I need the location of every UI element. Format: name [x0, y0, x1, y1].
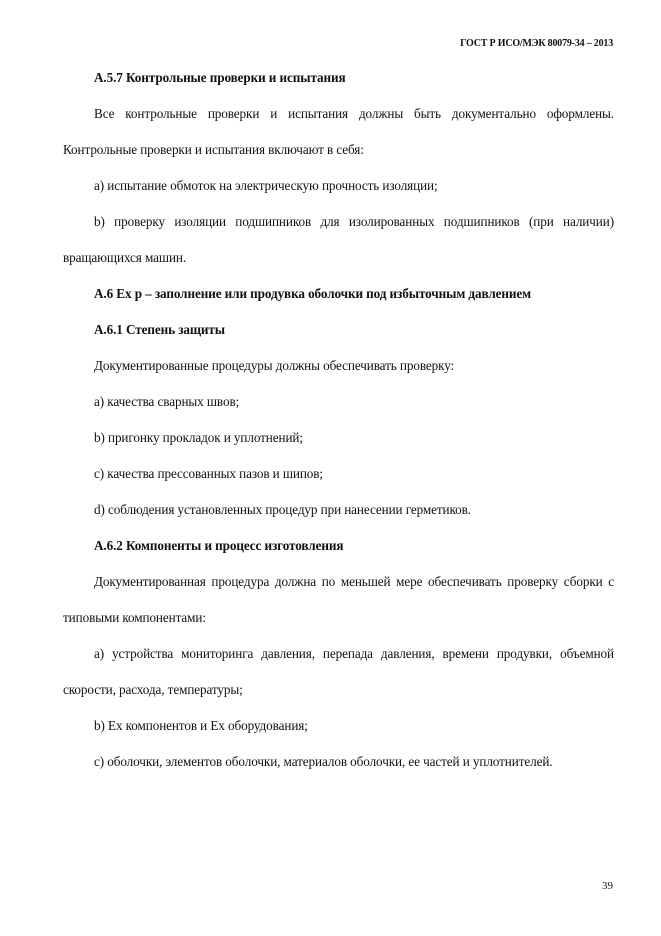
list-item: с) качества прессованных пазов и шипов; — [94, 466, 323, 481]
list-item: а) качества сварных швов; — [94, 394, 240, 409]
list-item: b) Ex компонентов и Ex оборудования; — [94, 718, 308, 733]
list-item: а) устройства мониторинга давления, перепада давления, времени продувки, объемной скорости, расхода, температуры; — [63, 646, 614, 697]
section-heading-a57: А.5.7 Контрольные проверки и испытания — [94, 70, 346, 85]
paragraph: Все контрольные проверки и испытания должны быть документально оформлены. Контрольные проверки и испытания включают в себя: — [63, 106, 614, 157]
list-item: b) пригонку прокладок и уплотнений; — [94, 430, 303, 445]
section-heading-a6: А.6 Ex p – заполнение или продувка оболочки под избыточным давлением — [94, 286, 532, 301]
document-header: ГОСТ Р ИСО/МЭК 80079-34 – 2013 — [460, 38, 613, 49]
section-heading-a61: А.6.1 Степень защиты — [94, 322, 226, 337]
list-item: d) соблюдения установленных процедур при нанесении герметиков. — [94, 502, 471, 517]
paragraph: Документированная процедура должна по меньшей мере обеспечивать проверку сборки с типовыми компонентами: — [63, 574, 614, 625]
section-heading-a62: А.6.2 Компоненты и процесс изготовления — [94, 538, 344, 553]
document-body — [63, 60, 614, 780]
list-item: b) проверку изоляции подшипников для изолированных подшипников (при наличии) вращающихся машин. — [63, 214, 614, 265]
paragraph: Документированные процедуры должны обеспечивать проверку: — [94, 358, 455, 373]
list-item: с) оболочки, элементов оболочки, материалов оболочки, ее частей и уплотнителей. — [94, 754, 553, 769]
page-number: 39 — [602, 880, 613, 892]
list-item: а) испытание обмоток на электрическую прочность изоляции; — [94, 178, 438, 193]
